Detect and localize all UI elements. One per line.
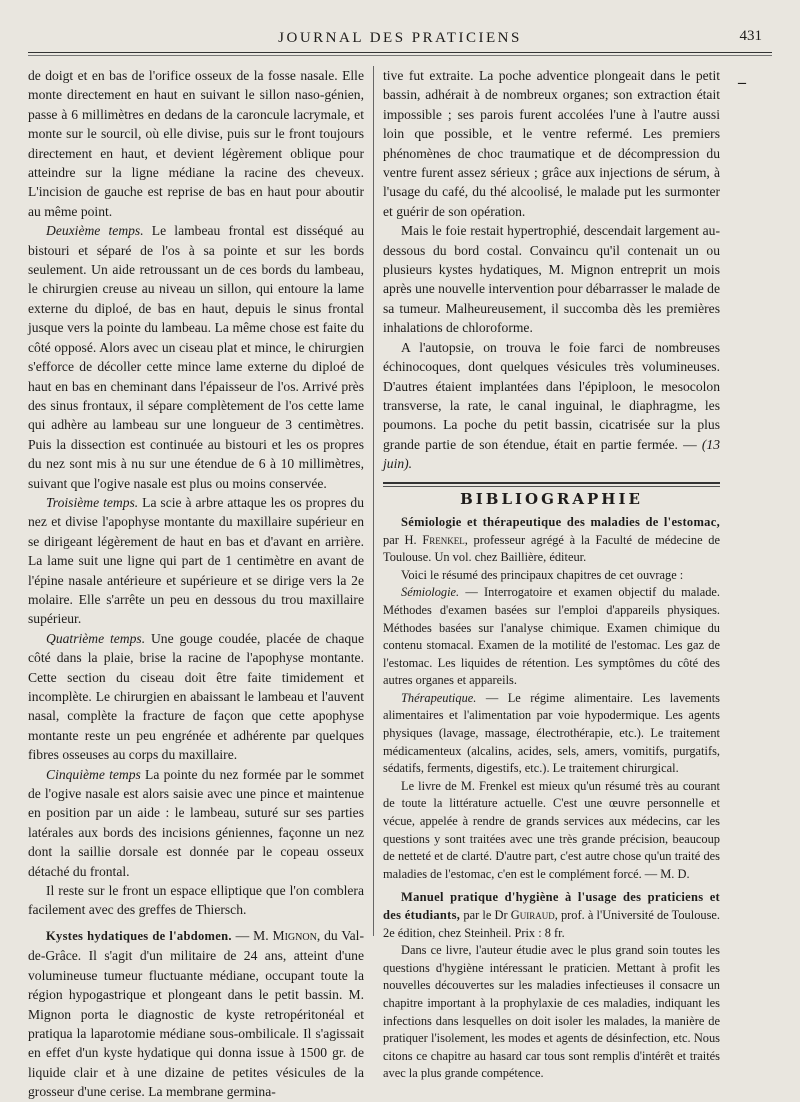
section-rule (383, 486, 720, 487)
left-column (28, 66, 364, 1102)
paragraph (28, 221, 364, 493)
paragraph: tive fut extraite. La poche adventice plongeait dans le petit bassin, adhérait à de nombreux organes; son extraction était impossible ; ses parois furent accolées l'une à l'autre aussi loin que possible, et le ventre refermé. Les premiers phénomènes de choc traumatique et de décompression du ventre furent assez sérieux ; grâce aux injections de sérum, à l'usage du café, du thé alcoolisé, le malade put les surmonter et guérir de son opération. (383, 68, 720, 219)
book-title: Manuel pratique d'hygiène à l'usage des praticiens et des étudiants, (383, 890, 720, 922)
paragraph-text: — Interrogatoire et examen objectif du malade. Méthodes d'examen basées sur l'emploi d'appareils physiques. Méthodes basées sur l'analyse chimique. Examen chimique du contenu stomacal. Examen de la motilité de l'estomac. Les gaz de l'estomac. Les liquides de rétention. Les symptômes du côté des autres organes et appareils. (383, 585, 720, 688)
paragraph-text: Une gouge coudée, placée de chaque côté dans la plaie, brise la racine de l'apophyse montante. Cette section du ciseau doit être faite timidement et incomplète. Le chirurgien en abaissant le lambeau et l'auvent nasal, complète la fracture de façon que cette apophyse montante reste un peu engrénée et adhérente par quelques fibres osseuses au corps du maxillaire. (28, 630, 364, 763)
book-author: Guiraud (510, 908, 555, 922)
book-author: Frenkel (422, 532, 465, 547)
paragraph: Mais le foie restait hypertrophié, descendait largement au-dessous du bord costal. Convaincu qu'il contenait un ou plusieurs kystes hydatiques, M. Mignon entreprit un mois après une nouvelle intervention pour débarrasser le malade de sa tumeur. Malheureusement, il succomba dès les premières inhalations de chloroforme. (383, 223, 720, 336)
section-label: Troisième temps. (46, 494, 139, 510)
date-note: (13 juin). (383, 436, 720, 472)
paragraph (28, 629, 364, 765)
book-details: , prof. à l'Université de Toulouse. 2e édition, chez Steinheil. Prix : 8 fr. (383, 908, 721, 940)
paragraph (383, 584, 720, 690)
page-number: 431 (739, 28, 762, 44)
paragraph-text: La pointe du nez formée par le sommet de l'ogive nasale est alors saisie avec une pince et maintenue en position par un aide : le lambeau, suturé sur ses parties latérales aux bords des incisions géniennes, façonne un nez dont la saillie dorsale est donnée par le copeau osseux détaché du frontal. (28, 766, 364, 879)
dash: — M. (231, 927, 273, 943)
paragraph (383, 338, 720, 474)
paragraph: Il reste sur le front un espace elliptique que l'on comblera facilement avec des greffes de Thiersch. (28, 883, 364, 918)
paragraph (28, 765, 364, 881)
paragraph-text: Le lambeau frontal est disséqué au bistouri et séparé de l'os à sa pointe et sur les bords seulement. Un aide retroussant un de ces bords du lambeau, le chirurgien creuse au niveau un sillon, qui entoure la lame externe du diploé, de bas en haut, depuis le sinus frontal jusque vers la pointe du lambeau. La même chose est faite du côté opposé. Alors avec un ciseau plat et mince, le chirurgien s'efforce de décoller cette mince lame externe du diploé de haut en bas en cheminant dans l'épaisseur de l'os. Arrivé près des sinus frontaux, il sépare complètement de l'os cette lame qui adhère au lambeau sur une longueur de 3 centimètres. Puis la dissection est continuée au bistouri et les os propres du nez sont mis à nu sur une étendue de 6 à 10 millimètres, suivant que l'ogive nasale est plus ou moins conservée. (28, 223, 364, 491)
by-text: par le Dr (460, 908, 511, 922)
paragraph-text: A l'autopsie, on trouva le foie farci de nombreuses échinocoques, dont quelques vésicules très volumineuses. D'autres étaient implantées dans l'épiploon, le mesocolon transverse, la rate, le canal inguinal, le diaphragme, les poumons. La poche du petit bassin, cicatrisée sur la plus grande partie de son étendue, était en partie fermée. — (383, 339, 720, 452)
section-label: Thérapeutique. (401, 690, 477, 705)
paragraph (28, 493, 364, 629)
margin-mark: – (738, 74, 746, 91)
section-heading: BIBLIOGRAPHIE (460, 489, 643, 508)
right-column (383, 66, 720, 1083)
paragraph-text: La scie à arbre attaque les os propres du nez et divise l'apophyse montante du maxillaire supérieur en se dirigeant légèrement de haut en bas et d'avant en arrière. La lame suit une ligne qui part de 1 centimètre en avant de l'épine nasale antérieure et supérieure et se dirige vers la 2e molaire. Elle s'arrête un peu en dessous du trou maxillaire supérieur. (28, 494, 364, 627)
bibliography-section (383, 482, 720, 1083)
section-label: Sémiologie. (401, 585, 460, 600)
book-entry (383, 514, 720, 567)
journal-title: JOURNAL DES PRATICIENS (278, 30, 522, 46)
section-rule (383, 482, 720, 484)
paragraph-text: , du Val-de-Grâce. Il s'agit d'un militaire de 24 ans, atteint d'une volumineuse tumeur fluctuante médiane, occupant toute la région hypogastrique et plongeant dans le petit bassin. M. Mignon porta le diagnostic de kyste retropéritonéal et pratiqua la laparotomie médiane sous-ombilicale. Il s'agissait en effet d'un kyste hydatique qui donna issue à 1500 gr. de liquide clair et à une dizaine de petites vésicules de la grosseur d'une cerise. La membrane germina- (28, 927, 364, 1100)
column-divider (373, 66, 374, 936)
section-label: Cinquième temps (46, 766, 141, 782)
paragraph: Dans ce livre, l'auteur étudie avec le plus grand soin toutes les questions d'hygiène intéressant le praticien. Mettant à profit les nouvelles découvertes sur les maladies infectieuses il consacre un chapitre important à la prophylaxie de ces maladies, indiquant les infections dans lesquelles on doit isoler les malades, la manière de pratiquer l'isolement, les modes et agents de désinfection, etc. Nous citons ce chapitre au hasard car tous sont remplis d'intérêt et traités avec la plus grande compétence. (383, 943, 720, 1081)
book-details: , professeur agrégé à la Faculté de médecine de Toulouse. Un vol. chez Baillière, éditeur. (383, 532, 721, 565)
by-text: par H. (383, 532, 423, 547)
paragraph-text: — Le régime alimentaire. Les lavements alimentaires et l'alimentation par voie hypodermique. Les agents physiques (lavage, massage, électrothérapie, etc.). Le traitement médicamenteux (alcalins, acides, sels, amers, vomitifs, purgatifs, sédatifs, ferments, digestifs, etc.). Le traitement chirurgical. (383, 690, 720, 776)
paragraph: Le livre de M. Frenkel est mieux qu'un résumé très au courant de toute la littérature actuelle. C'est une œuvre personnelle et vécue, appelée à rendre de grands services aux médecins, car les questions y sont traitées avec une très grande précision, beaucoup de netteté et de clarté. D'autre part, c'est autre chose qu'un traité des maladies de l'estomac, c'en est le complément forcé. — M. D. (383, 778, 720, 881)
section-label: Quatrième temps. (46, 630, 146, 646)
paragraph: de doigt et en bas de l'orifice osseux de la fosse nasale. Elle monte directement en haut en suivant le sillon naso-génien, passe à 6 millimètres en dedans de la caroncule lacrymale, et monte sur le sourcil, où elle divise, puis sur le front toujours directement en haut, et devient légèrement oblique pour atteindre sur la ligne médiane la racine des cheveux. L'incision de gauche est reprise de bas en haut pour aboutir au même point. (28, 68, 364, 219)
running-header (30, 28, 770, 54)
book-title: Sémiologie et thérapeutique des maladies de l'estomac, (401, 514, 720, 529)
article-paragraph (28, 926, 364, 1102)
book-entry (383, 889, 720, 942)
article-heading: Kystes hydatiques de l'abdomen. (46, 928, 232, 943)
bibliography-entries (383, 514, 720, 1083)
article-author: Mignon (272, 927, 317, 943)
header-rule-secondary (28, 55, 772, 56)
paragraph: Voici le résumé des principaux chapitres de cet ouvrage : (401, 567, 684, 582)
paragraph (383, 690, 720, 778)
header-rule (28, 52, 772, 53)
section-label: Deuxième temps. (46, 223, 144, 239)
